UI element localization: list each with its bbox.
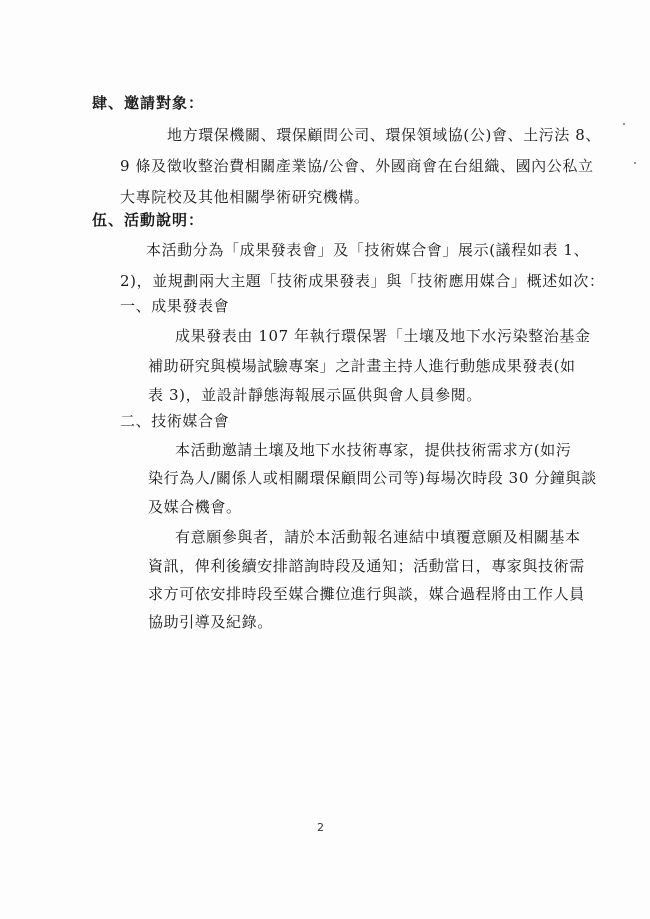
section-4-line-1: 地方環保機關、環保顧問公司、環保領域協(公)會、土污法 8、: [167, 126, 602, 144]
item-2-para-1-line-3: 及媒合機會。: [148, 498, 242, 516]
section-4-line-2: 9 條及徵收整治費相關產業協/公會、外國商會在台組織、國內公私立: [120, 157, 594, 175]
item-2-para-1-line-1: 本活動邀請土壤及地下水技術專家，提供技術需求方(如污: [175, 441, 572, 459]
page-number: 2: [317, 821, 324, 834]
item-2-para-1-line-2: 染行為人/關係人或相關環保顧問公司等)每場次時段 30 分鐘與談: [148, 469, 597, 487]
scan-speck: [623, 123, 625, 125]
item-2-para-2-line-2: 資訊，俾利後續安排諮詢時段及通知；活動當日，專家與技術需: [148, 557, 585, 575]
item-1-title: 一、成果發表會: [120, 297, 230, 315]
item-1-line-2: 補助研究與模場試驗專案」之計畫主持人進行動態成果發表(如: [148, 357, 576, 375]
item-2-title: 二、技術媒合會: [120, 412, 230, 430]
item-1-line-3: 表 3)，並設計靜態海報展示區供與會人員參閱。: [148, 386, 482, 404]
section-5-heading: 伍、活動說明：: [92, 211, 205, 229]
section-5-intro-line-1: 本活動分為「成果發表會」及「技術媒合會」展示(議程如表 1、: [146, 241, 590, 259]
item-1-line-1: 成果發表由 107 年執行環保署「土壤及地下水污染整治基金: [175, 327, 591, 345]
item-2-para-2-line-1: 有意願參與者，請於本活動報名連結中填覆意願及相關基本: [175, 528, 581, 546]
section-4-heading: 肆、邀請對象：: [92, 94, 205, 112]
item-2-para-2-line-3: 求方可依安排時段至媒合攤位進行與談，媒合過程將由工作人員: [148, 585, 585, 603]
item-2-para-2-line-4: 協助引導及紀錄。: [148, 613, 273, 631]
scan-speck: [634, 162, 636, 164]
section-4-line-3: 大專院校及其他相關學術研究機構。: [120, 188, 370, 206]
section-5-intro-line-2: 2)，並規劃兩大主題「技術成果發表」與「技術應用媒合」概述如次：: [120, 272, 605, 290]
